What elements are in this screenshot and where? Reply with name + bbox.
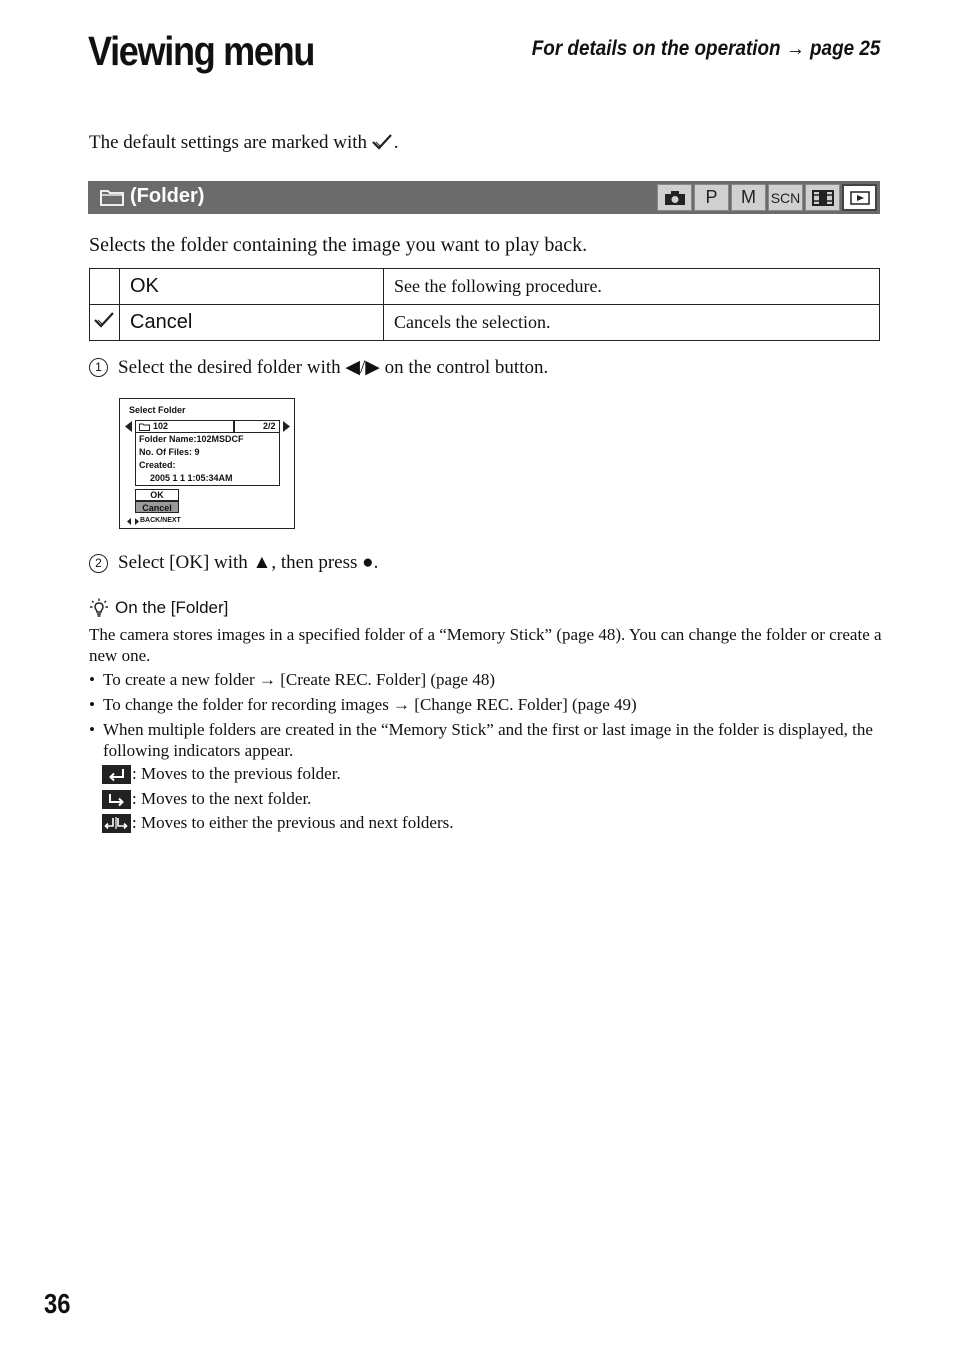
step-number: 2: [89, 554, 108, 573]
table-row: [90, 305, 880, 341]
indicator-text: : Moves to the previous folder.: [132, 764, 341, 783]
camera-mode-icon: [657, 184, 692, 211]
screen-cancel-option: Cancel: [135, 501, 179, 513]
arrow-right-icon: [282, 421, 290, 432]
created-label: Created:: [139, 460, 176, 470]
section-header-bar: [88, 181, 880, 214]
option-description: See the following procedure.: [384, 269, 880, 305]
folder-name: Folder Name:102MSDCF: [139, 434, 244, 444]
screen-ok-option: OK: [135, 489, 179, 501]
option-description: Cancels the selection.: [384, 305, 880, 341]
indicator-text: : Moves to the next folder.: [132, 789, 312, 808]
list-item-text: To change the folder for recording images → [Change REC. Folder] (page 49): [103, 695, 637, 714]
file-count: No. Of Files: 9: [139, 447, 200, 457]
step-text: Select [OK] with ▲, then press ●.: [118, 552, 379, 573]
section-title: [100, 185, 204, 208]
back-next-arrows-icon: [127, 518, 139, 525]
checkmark-icon: [372, 133, 394, 151]
default-settings-text: The default settings are marked with: [89, 132, 368, 153]
page-number: 36: [44, 1288, 71, 1319]
screen-hint: BACK/NEXT: [140, 517, 181, 524]
lightbulb-icon: [89, 598, 109, 618]
scene-mode-label: SCN: [768, 184, 803, 211]
indicator-row: [102, 789, 311, 809]
step-text: Select the desired folder with ◀/▶ on the control button.: [118, 357, 549, 378]
tip-heading-text: On the [Folder]: [115, 598, 229, 617]
option-name: Cancel: [120, 305, 384, 341]
section-title-text: (Folder): [130, 185, 205, 207]
list-item: • When multiple folders are created in the “Memory Stick” and the first or last image in the folder is displayed, the following indicators appear.: [89, 719, 884, 761]
program-mode-label: P: [694, 184, 729, 211]
default-settings-note: The default settings are marked with .: [89, 132, 399, 153]
mode-indicators: [657, 184, 877, 211]
list-item: • To change the folder for recording images → [Change REC. Folder] (page 49): [89, 695, 637, 714]
tip-heading: [89, 598, 228, 618]
movie-mode-icon: [805, 184, 840, 211]
next-folder-icon: [102, 790, 131, 809]
section-description: Selects the folder containing the image you want to play back.: [89, 234, 588, 256]
lcd-screen-illustration: [119, 398, 295, 529]
previous-folder-icon: [102, 765, 131, 784]
operation-reference: For details on the operation → page 25: [531, 37, 880, 60]
page-title: Viewing menu: [88, 28, 315, 74]
folder-icon: [139, 423, 150, 431]
list-item-text: To create a new folder → [Create REC. Folder] (page 48): [103, 670, 496, 689]
arrow-left-icon: [125, 421, 133, 432]
previous-next-folder-icon: [102, 814, 131, 833]
settings-table: [89, 268, 880, 341]
indicator-row: [102, 764, 341, 784]
list-item-text: When multiple folders are created in the “Memory Stick” and the first or last image in the folder is displayed, the following indicators appear.: [103, 720, 873, 760]
folder-number: 102: [153, 421, 169, 431]
manual-mode-label: M: [731, 184, 766, 211]
checkmark-icon: [94, 311, 116, 329]
step-number: 1: [89, 358, 108, 377]
default-mark-cell: [90, 305, 120, 341]
folder-page: 2/2: [263, 421, 276, 431]
indicator-row: [102, 813, 454, 833]
table-row: [90, 269, 880, 305]
default-mark-cell: [90, 269, 120, 305]
option-name: OK: [120, 269, 384, 305]
step-2: [89, 552, 378, 574]
screen-title: Select Folder: [129, 405, 186, 415]
indicator-text: : Moves to either the previous and next folders.: [132, 813, 454, 832]
folder-icon: [100, 188, 124, 206]
created-value: 2005 1 1 1:05:34AM: [150, 473, 233, 483]
playback-mode-icon: [842, 184, 877, 211]
tip-paragraph: The camera stores images in a specified folder of a “Memory Stick” (page 48). You can change the folder or create a new one.: [89, 625, 882, 665]
step-1: [89, 356, 548, 379]
list-item: • To create a new folder → [Create REC. Folder] (page 48): [89, 670, 496, 689]
